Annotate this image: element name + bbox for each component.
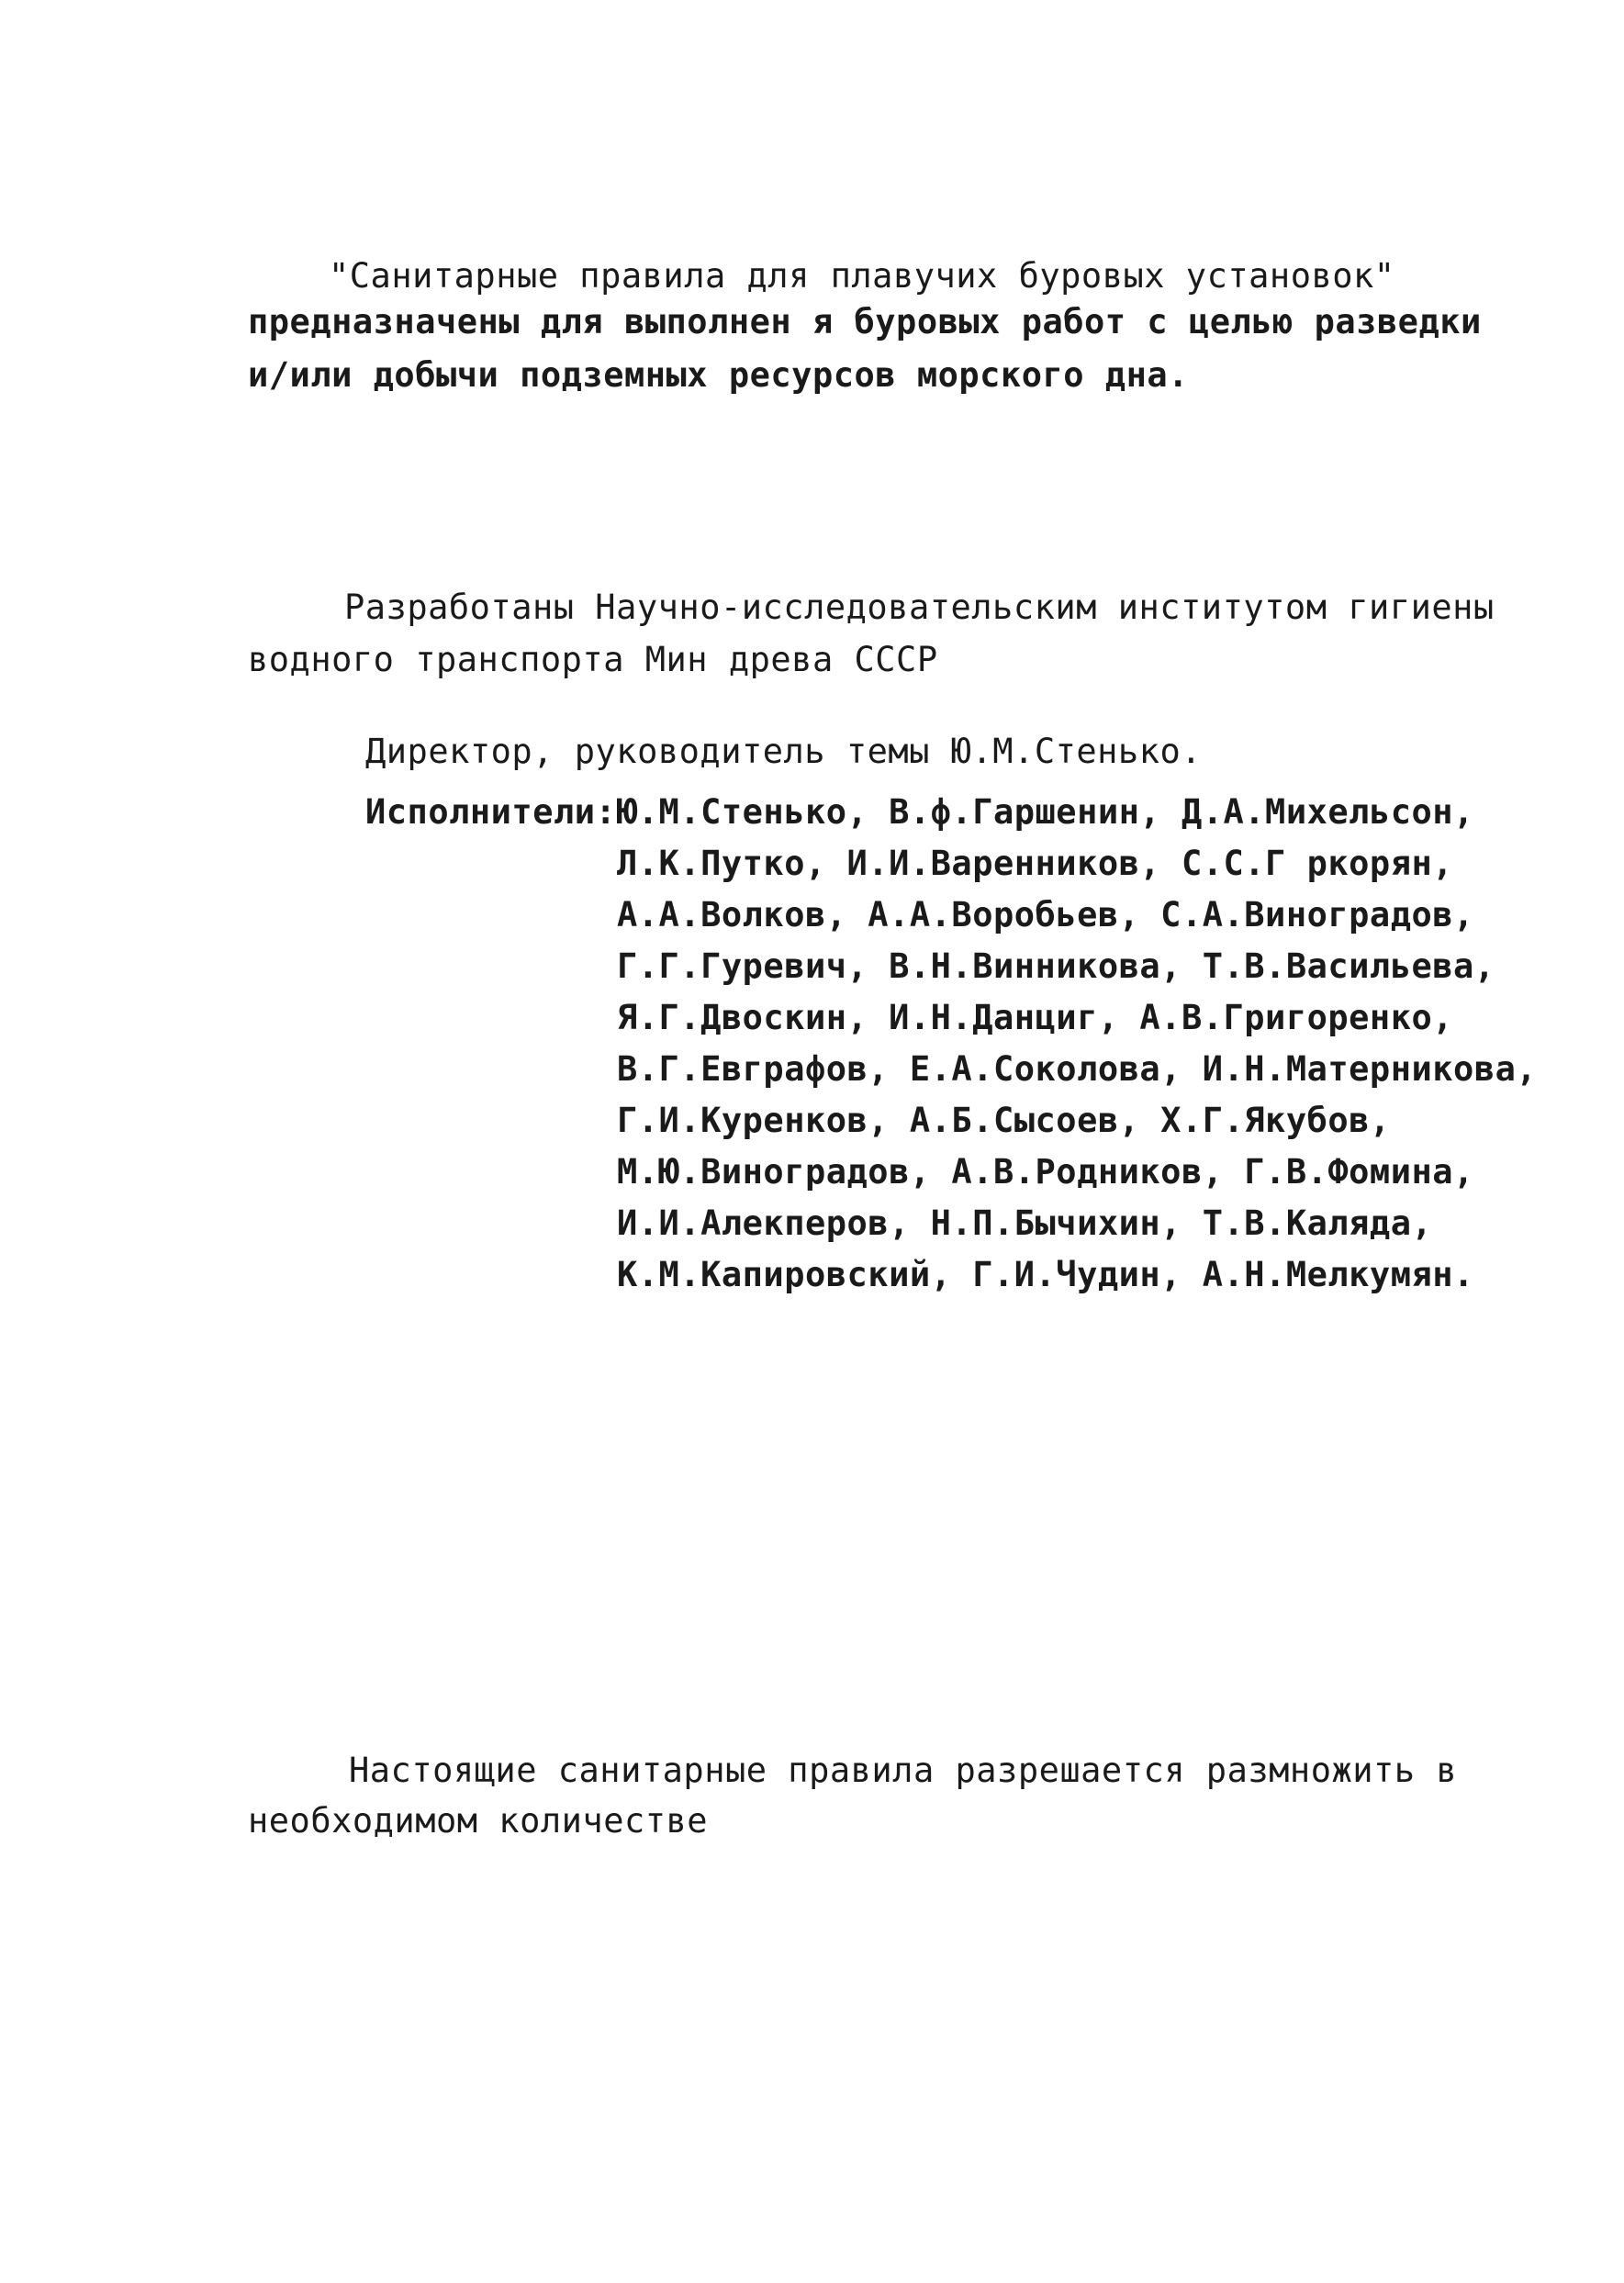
executor-line-4: Г.Г.Гуревич, В.Н.Винникова, Т.В.Васильева, [617, 946, 1495, 986]
permission-line-1: Настоящие санитарные правила разрешается размножить в [349, 1751, 1458, 1790]
developer-line-2: водного транспорта Мин древа СССР [248, 640, 938, 679]
executor-line-10: К.М.Капировский, Г.И.Чудин, А.Н.Мелкумян. [617, 1255, 1474, 1294]
intro-line-1: "Санитарные правила для плавучих буровых установок" [329, 256, 1395, 296]
executor-line-6: В.Г.Евграфов, Е.А.Соколова, И.Н.Матерникова, [617, 1049, 1538, 1089]
director-line: Директор, руководитель темы Ю.М.Стенько. [365, 732, 1203, 771]
intro-line-2: предназначены для выполнен я буровых работ с целью разведки [248, 302, 1482, 341]
executor-line-3: А.А.Волков, А.А.Воробьев, С.А.Виноградов, [617, 895, 1474, 934]
executor-line-5: Я.Г.Двоскин, И.Н.Данциг, А.В.Григоренко, [617, 998, 1454, 1037]
executor-line-8: М.Ю.Виноградов, А.В.Родников, Г.В.Фомина, [617, 1152, 1474, 1192]
executors-label: Исполнители: [365, 792, 617, 832]
executor-line-1: Ю.М.Стенько, В.ф.Гаршенин, Д.А.Михельсон, [617, 792, 1474, 832]
executor-line-7: Г.И.Куренков, А.Б.Сысоев, Х.Г.Якубов, [617, 1101, 1391, 1140]
permission-line-2: необходимом количестве [248, 1801, 709, 1841]
developer-line-1: Разработаны Научно-исследовательским институтом гигиены [344, 588, 1495, 627]
intro-line-3: и/или добычи подземных ресурсов морского дна. [248, 355, 1189, 395]
executor-line-2: Л.К.Путко, И.И.Варенников, С.С.Г ркорян, [617, 844, 1454, 883]
executor-line-9: И.И.Алекперов, Н.П.Бычихин, Т.В.Каляда, [617, 1203, 1433, 1243]
